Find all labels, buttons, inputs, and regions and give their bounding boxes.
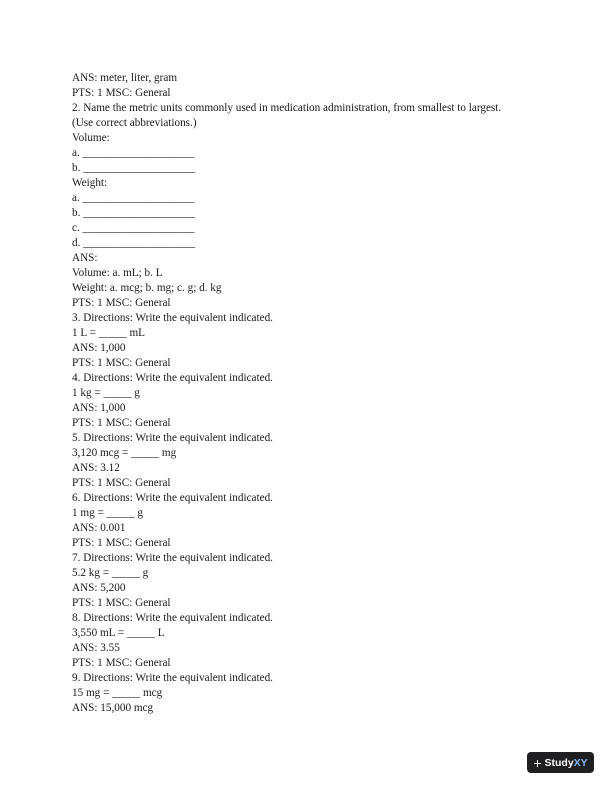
text-line: PTS: 1 MSC: General: [72, 357, 171, 369]
text-line: 4. Directions: Write the equivalent indicated.: [72, 372, 273, 384]
text-line: b. ____________________: [72, 162, 196, 174]
text-line: Weight: a. mcg; b. mg; c. g; d. kg: [72, 282, 222, 294]
text-line: ANS: 3.12: [72, 462, 120, 474]
text-line: 9. Directions: Write the equivalent indicated.: [72, 672, 273, 684]
text-line: 3. Directions: Write the equivalent indicated.: [72, 312, 273, 324]
text-line: PTS: 1 MSC: General: [72, 87, 171, 99]
text-line: 6. Directions: Write the equivalent indicated.: [72, 492, 273, 504]
plus-icon: +: [533, 754, 542, 771]
text-line: ANS: 15,000 mcg: [72, 702, 154, 714]
text-line: a. ____________________: [72, 192, 195, 204]
document-body: [72, 71, 542, 716]
text-line: 15 mg = _____ mcg: [72, 687, 163, 699]
text-line: d. ____________________: [72, 237, 196, 249]
text-line: (Use correct abbreviations.): [72, 117, 197, 129]
text-line: 2. Name the metric units commonly used in medication administration, from smallest to largest.: [72, 102, 502, 114]
text-line: 1 L = _____ mL: [72, 327, 146, 339]
text-line: ANS: 1,000: [72, 402, 126, 414]
text-line: PTS: 1 MSC: General: [72, 417, 171, 429]
text-line: 7. Directions: Write the equivalent indicated.: [72, 552, 273, 564]
text-line: PTS: 1 MSC: General: [72, 297, 171, 309]
text-line: a. ____________________: [72, 147, 195, 159]
text-line: Weight:: [72, 177, 108, 189]
text-line: ANS:: [72, 252, 98, 264]
text-line: ANS: 0.001: [72, 522, 126, 534]
text-line: PTS: 1 MSC: General: [72, 657, 171, 669]
text-line: ANS: meter, liter, gram: [72, 72, 178, 84]
studyxy-badge[interactable]: [527, 752, 594, 773]
text-line: 3,120 mcg = _____ mg: [72, 447, 177, 459]
text-line: 5. Directions: Write the equivalent indicated.: [72, 432, 273, 444]
text-line: 1 mg = _____ g: [72, 507, 143, 519]
text-line: 3,550 mL = _____ L: [72, 627, 165, 639]
text-line: PTS: 1 MSC: General: [72, 477, 171, 489]
text-line: 5.2 kg = _____ g: [72, 567, 149, 579]
brand-accent-text: XY: [573, 756, 588, 769]
text-line: ANS: 3.55: [72, 642, 120, 654]
text-line: b. ____________________: [72, 207, 196, 219]
text-line: ANS: 5,200: [72, 582, 126, 594]
text-line: Volume:: [72, 132, 110, 144]
text-line: Volume: a. mL; b. L: [72, 267, 163, 279]
text-line: c. ____________________: [72, 222, 195, 234]
text-line: PTS: 1 MSC: General: [72, 597, 171, 609]
text-line: 1 kg = _____ g: [72, 387, 140, 399]
brand-main-text: Study: [544, 756, 574, 769]
text-line: 8. Directions: Write the equivalent indicated.: [72, 612, 273, 624]
text-line: ANS: 1,000: [72, 342, 126, 354]
text-line: PTS: 1 MSC: General: [72, 537, 171, 549]
